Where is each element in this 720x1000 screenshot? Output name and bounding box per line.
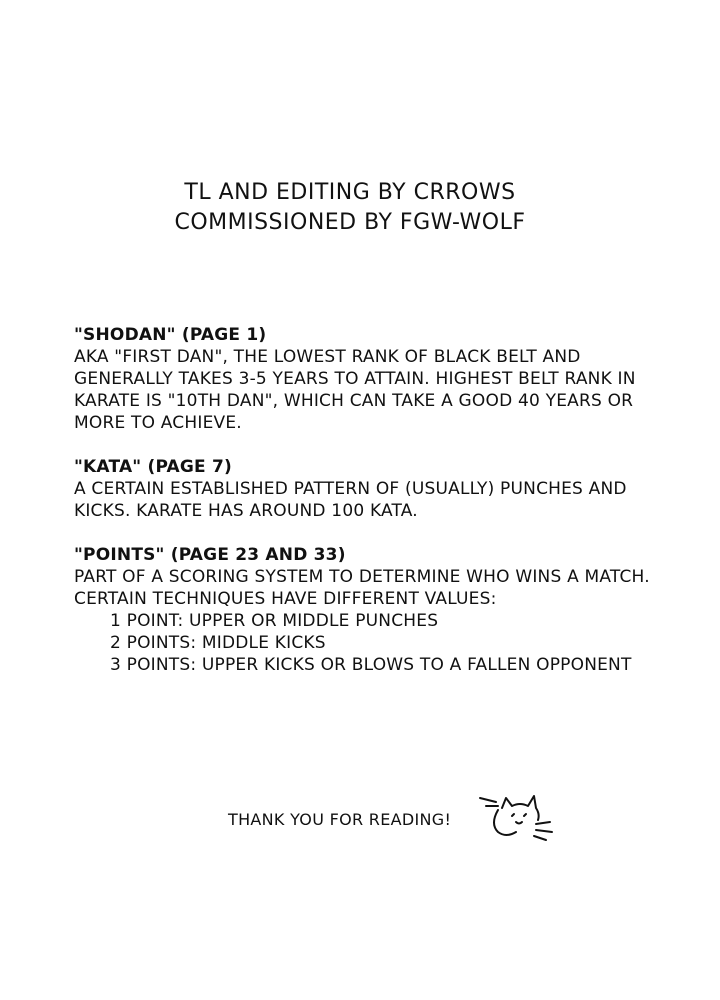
note-points (74, 544, 674, 676)
note-line: KICKS. KARATE HAS AROUND 100 KATA. (74, 501, 418, 521)
note-title: "SHODAN" (PAGE 1) (74, 325, 267, 345)
note-line: CERTAIN TECHNIQUES HAVE DIFFERENT VALUES: (74, 589, 497, 609)
cat-doodle-icon (476, 790, 566, 846)
note-kata (74, 456, 674, 522)
note-title: "KATA" (PAGE 7) (74, 457, 232, 477)
points-list-item: 1 POINT: UPPER OR MIDDLE PUNCHES (110, 611, 439, 631)
note-line: A CERTAIN ESTABLISHED PATTERN OF (USUALLY) PUNCHES AND (74, 479, 627, 499)
note-line: PART OF A SCORING SYSTEM TO DETERMINE WHO WINS A MATCH. (74, 567, 650, 587)
note-line: MORE TO ACHIEVE. (74, 413, 242, 433)
credits-translator: TL AND EDITING BY CRROWS (184, 180, 516, 205)
note-line: AKA "FIRST DAN", THE LOWEST RANK OF BLACK BELT AND (74, 347, 581, 367)
points-list-item: 2 POINTS: MIDDLE KICKS (110, 633, 326, 653)
thank-you-text: THANK YOU FOR READING! (228, 810, 452, 829)
credits-block (0, 178, 700, 238)
note-title: "POINTS" (PAGE 23 AND 33) (74, 545, 346, 565)
note-line: KARATE IS "10TH DAN", WHICH CAN TAKE A GOOD 40 YEARS OR (74, 391, 634, 411)
note-line: GENERALLY TAKES 3-5 YEARS TO ATTAIN. HIGHEST BELT RANK IN (74, 369, 636, 389)
note-shodan (74, 324, 674, 434)
points-list-item: 3 POINTS: UPPER KICKS OR BLOWS TO A FALLEN OPPONENT (110, 655, 632, 675)
translation-notes (74, 324, 674, 676)
credits-commission: COMMISSIONED BY FGW-WOLF (174, 210, 526, 235)
